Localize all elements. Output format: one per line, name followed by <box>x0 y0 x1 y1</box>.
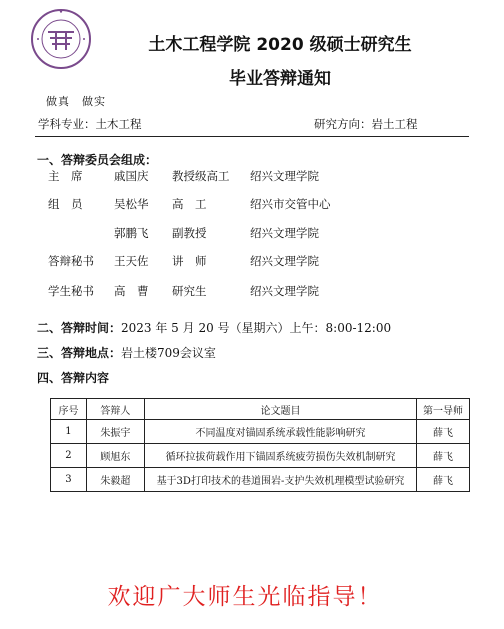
defense-place-label: 三、答辩地点： <box>37 346 122 360</box>
thesis-title: 不同温度对锚固系统承载性能影响研究 <box>144 420 416 444</box>
row-index: 3 <box>51 468 87 492</box>
defense-time <box>37 319 391 336</box>
notice-title: 土木工程学院 2020 级硕士研究生 <box>148 35 412 55</box>
defense-time-label: 二、答辩时间： <box>37 321 122 335</box>
row-index: 2 <box>51 444 87 468</box>
member-title: 教授级高工 <box>172 169 230 183</box>
motto: 做真 做实 <box>46 95 106 108</box>
table-row <box>51 444 470 468</box>
thesis-title: 循环拉拔荷载作用下锚固系统疲劳损伤失效机制研究 <box>144 444 416 468</box>
student-name: 顾旭东 <box>86 444 144 468</box>
member-title: 研究生 <box>172 284 207 298</box>
defense-place <box>37 344 216 361</box>
student-name: 朱毅超 <box>86 468 144 492</box>
column-header: 论文题目 <box>144 399 416 420</box>
committee-heading: 一、答辩委员会组成： <box>37 153 158 167</box>
member-role: 主 席 <box>48 169 83 183</box>
member-name: 郭鹏飞 <box>114 226 149 240</box>
member-org: 绍兴文理学院 <box>250 254 319 268</box>
member-name: 高 曹 <box>114 284 149 298</box>
member-role: 答辩秘书 <box>48 254 94 268</box>
member-org: 绍兴文理学院 <box>250 284 319 298</box>
member-role: 学生秘书 <box>48 284 94 298</box>
table-row <box>51 468 470 492</box>
defense-content-heading: 四、答辩内容 <box>37 371 110 385</box>
member-name: 王天佐 <box>114 254 149 268</box>
advisor-name: 薛飞 <box>417 420 470 444</box>
member-name: 吴松华 <box>114 197 149 211</box>
advisor-name: 薛飞 <box>417 468 470 492</box>
notice-subtitle: 毕业答辩通知 <box>229 69 331 89</box>
welcome-message: 欢迎广大师生光临指导！ <box>107 584 383 610</box>
major-field: 学科专业：土木工程 <box>38 117 142 131</box>
defense-place-value: 岩土楼709会议室 <box>121 346 216 360</box>
thesis-table <box>50 398 470 492</box>
header-divider <box>35 136 469 137</box>
column-header: 序号 <box>51 399 87 420</box>
member-title: 副教授 <box>172 226 207 240</box>
table-header-row <box>51 399 470 420</box>
member-org: 绍兴市交管中心 <box>250 197 331 211</box>
member-org: 绍兴文理学院 <box>250 169 319 183</box>
thesis-title: 基于3D打印技术的巷道围岩-支护失效机理模型试验研究 <box>144 468 416 492</box>
member-title: 高 工 <box>172 197 207 211</box>
row-index: 1 <box>51 420 87 444</box>
member-role: 组 员 <box>48 197 83 211</box>
advisor-name: 薛飞 <box>417 444 470 468</box>
member-org: 绍兴文理学院 <box>250 226 319 240</box>
table-row <box>51 420 470 444</box>
student-name: 朱振宇 <box>86 420 144 444</box>
defense-time-value: 2023 年 5 月 20 号（星期六）上午：8:00-12:00 <box>121 321 392 335</box>
column-header: 第一导师 <box>417 399 470 420</box>
member-name: 戚国庆 <box>114 169 149 183</box>
column-header: 答辩人 <box>86 399 144 420</box>
research-direction: 研究方向：岩土工程 <box>314 117 418 131</box>
member-title: 讲 师 <box>172 254 207 268</box>
